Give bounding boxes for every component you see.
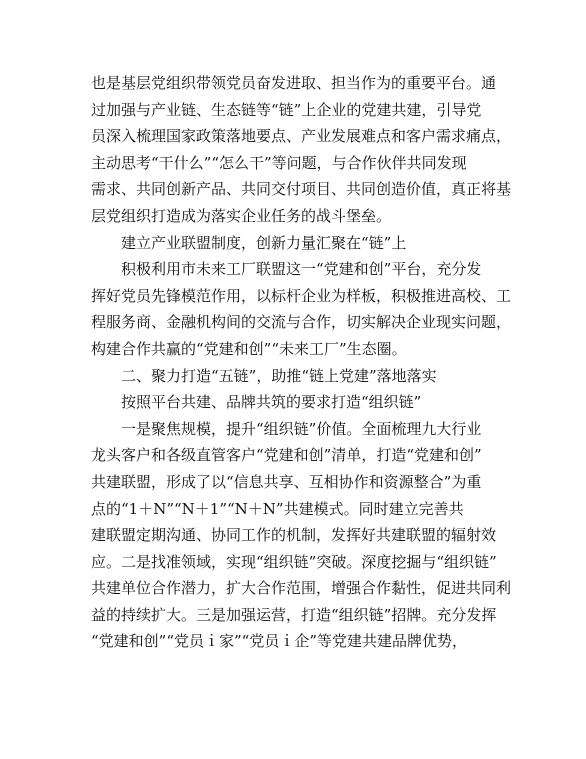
- section-heading: 按照平台共建、品牌共筑的要求打造“组织链”: [121, 393, 422, 412]
- text-line: 建联盟定期沟通、协同工作的机制，发挥好共建联盟的辐射效: [91, 526, 497, 545]
- section-heading: 二、聚力打造“五链”，助推“链上党建”落地落实: [121, 366, 437, 385]
- text-line: 过加强与产业链、生态链等“链”上企业的党建共建，引导党: [91, 100, 482, 119]
- text-line: “党建和创”“党员ｉ家”“党员ｉ企”等党建共建品牌优势，: [91, 632, 468, 651]
- text-line: 龙头客户和各级直管客户“党建和创”清单，打造“党建和创”: [91, 446, 482, 465]
- text-line: 共建联盟，形成了以“信息共享、互相协作和资源整合”为重: [91, 472, 482, 491]
- text-line: 员深入梳理国家政策落地要点、产业发展难点和客户需求痛点，: [91, 127, 511, 146]
- text-line: 点的“1＋N”“N＋1”“N＋N”共建模式。同时建立完善共: [91, 499, 464, 518]
- text-line: 挥好党员先锋模范作用，以标杆企业为样板，积极推进高校、工: [91, 286, 511, 305]
- text-line: 也是基层党组织带领党员奋发进取、担当作为的重要平台。通: [91, 74, 497, 92]
- text-line: 共建单位合作潜力，扩大合作范围，增强合作黏性，促进共同利: [91, 579, 511, 598]
- text-line: 一是聚焦规模，提升“组织链”价值。全面梳理九大行业: [121, 419, 482, 438]
- text-line: 应。二是找准领域，实现“组织链”突破。深度挖掘与“组织链”: [91, 552, 497, 571]
- text-line: 程服务商、金融机构间的交流与合作，切实解决企业现实问题，: [91, 313, 511, 332]
- text-line: 主动思考“干什么”“怎么干”等问题，与合作伙伴共同发现: [91, 153, 467, 172]
- section-heading: 建立产业联盟制度，创新力量汇聚在“链”上: [121, 233, 407, 252]
- text-line: 益的持续扩大。三是加强运营，打造“组织链”招牌。充分发挥: [91, 605, 497, 624]
- text-line: 积极利用市未来工厂联盟这一“党建和创”平台，充分发: [121, 260, 482, 279]
- text-line: 需求、共同创新产品、共同交付项目、共同创造价值，真正将基: [91, 180, 511, 199]
- document-body: [91, 70, 511, 655]
- text-line: 层党组织打造成为落实企业任务的战斗堡垒。: [91, 206, 392, 225]
- text-line: 构建合作共赢的“党建和创”“未来工厂”生态圈。: [91, 339, 407, 358]
